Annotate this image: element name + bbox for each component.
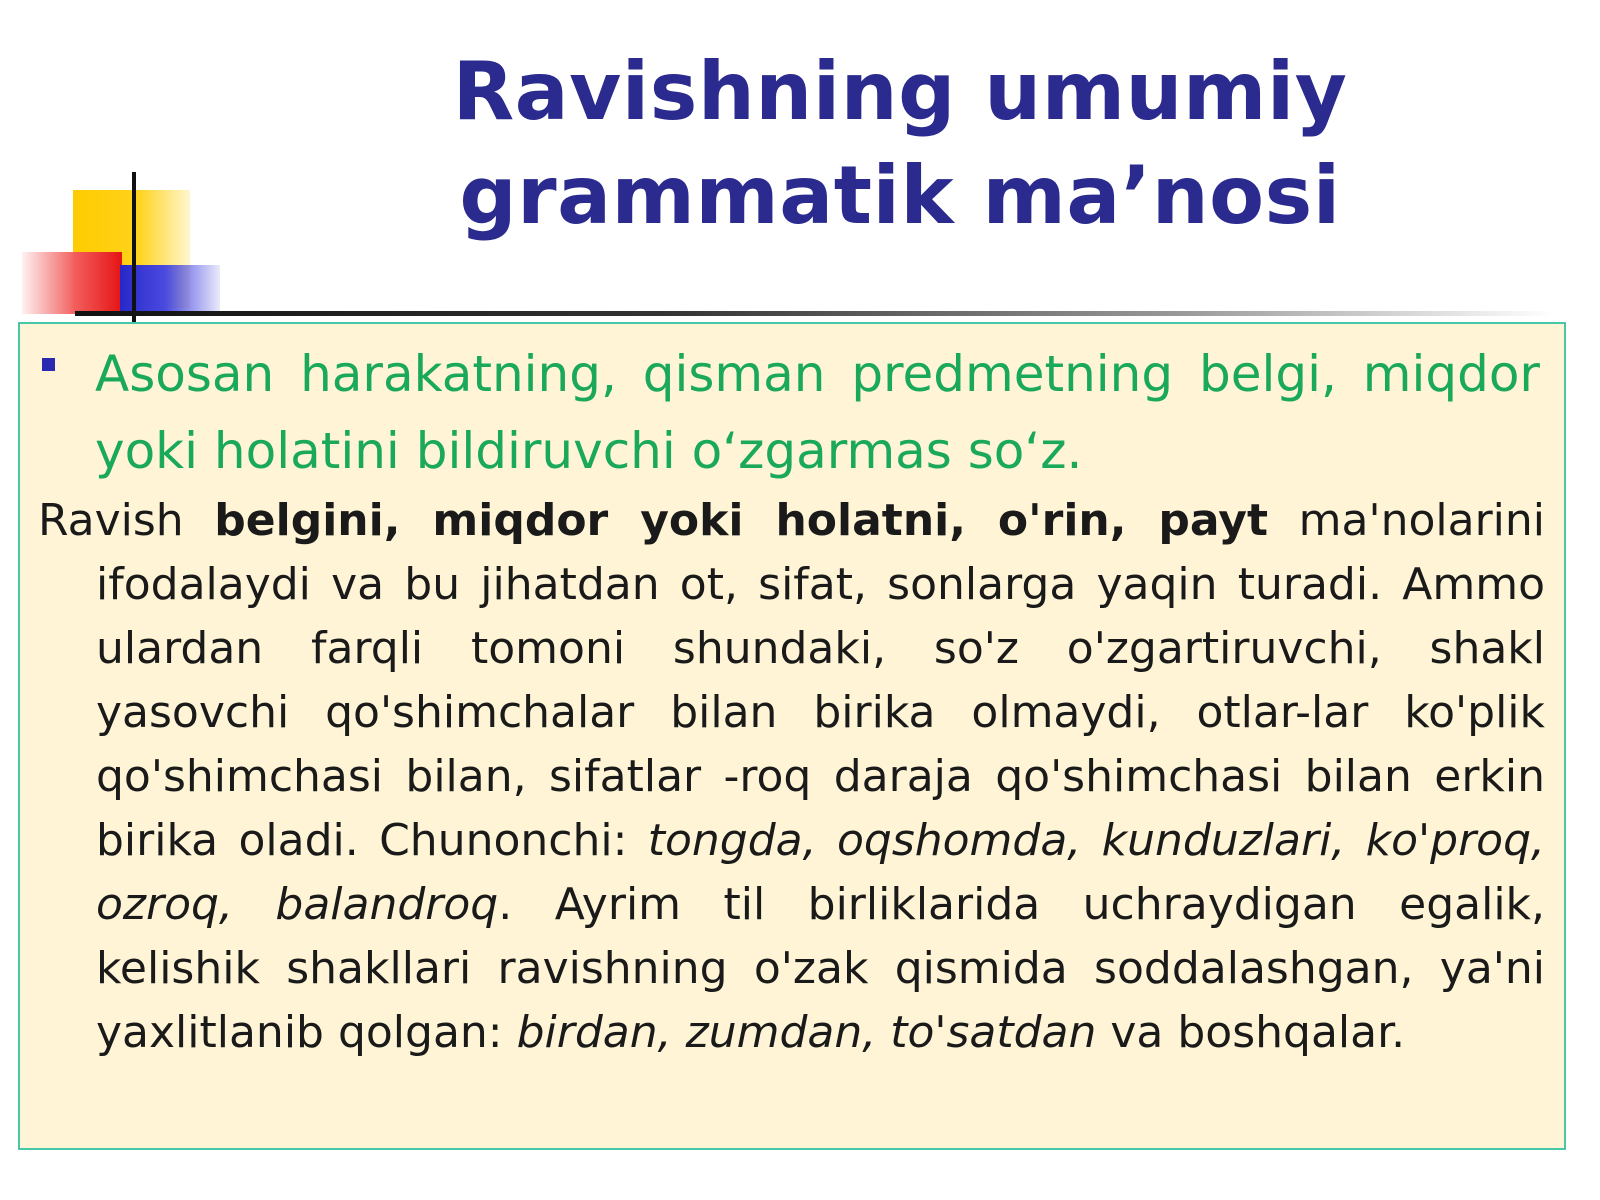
- body-paragraph: [38, 489, 1545, 1065]
- content-box: [18, 322, 1566, 1150]
- bullet-definition: Asosan harakatning, qisman predmetning belgi, miqdor yoki holatini bildiruvchi o‘zgarmas so‘z.: [95, 345, 1540, 480]
- decor-horizontal-line: [75, 311, 1555, 316]
- paragraph-intro: Ravish: [38, 495, 215, 546]
- bullet-item: [42, 336, 1542, 490]
- slide-title: Ravishning umumiy grammatik ma’nosi: [452, 45, 1348, 242]
- paragraph-text-3: va boshqalar.: [1096, 1007, 1406, 1058]
- paragraph-examples-1: tongda, oqshomda, kunduzlari, ko'proq, ozroq, balandroq: [96, 815, 1545, 930]
- paragraph-bold-terms: belgini, miqdor yoki holatni, o'rin, payt: [214, 495, 1268, 546]
- paragraph-text-2: . Ayrim til birliklarida uchraydigan egalik, kelishik shakllari ravishning o'zak qismida soddalashgan, ya'ni yaxlitlanib qolgan:: [96, 879, 1546, 1058]
- decor-red-square: [22, 252, 122, 314]
- bullet-square-icon: [42, 358, 55, 371]
- paragraph-examples-2: birdan, zumdan, to'satdan: [516, 1007, 1097, 1058]
- decor-vertical-line: [132, 172, 136, 322]
- paragraph-text-1: ma'nolarini ifodalaydi va bu jihatdan ot, sifat, sonlarga yaqin turadi. Ammo ulardan farqli tomoni shundaki, so'z o'zgartiruvchi, shakl yasovchi qo'shimchalar bilan birika olmaydi, otlar-lar ko'plik qo'shimchasi bilan, sifatlar -roq daraja qo'shimchasi bilan erkin birika oladi. Chunonchi:: [96, 495, 1545, 866]
